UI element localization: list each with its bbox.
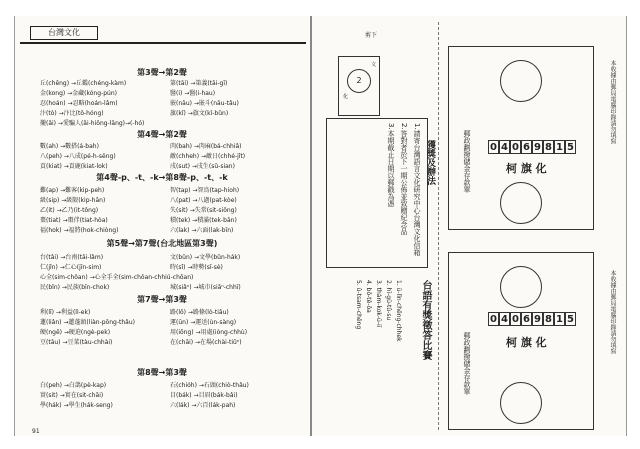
row: 難(ap) →難客(kip-peh) [40, 187, 105, 194]
account-number [488, 140, 576, 154]
row: 學(hák) →學生(hák-seng) [40, 402, 113, 409]
section-title: 第8聲→第3聲 [137, 368, 187, 377]
stamp-circle: 2 [347, 69, 371, 93]
row: 攏(ǎi) →愛騙人(ǎi-hiông-lāng)→(-hó) [40, 120, 145, 127]
question: 3. thàm-kok-ū-iī [375, 280, 382, 328]
question: 1. ū-lîn-chēng-chhek [395, 280, 402, 342]
payee-name: 柯 旗 化 [506, 162, 547, 175]
rules-line: 2.答對者於下一期公佈並致贈紀念品 [400, 123, 408, 235]
row: 戌(sut) →戌生(sǔ-sian) [170, 163, 235, 170]
stamp-circle [500, 266, 542, 308]
row: 嵌(nāu) →嵌斗(nāu-tâu) [170, 100, 239, 107]
digit: 9 [532, 140, 543, 154]
stamp-circle [500, 60, 542, 102]
row: 豆(tāu) →豆菜(tàu-chhài) [40, 339, 113, 346]
section-title: 第4聲→第2聲 [137, 130, 187, 139]
section-title: 第5聲→第7聲(台北地區第3聲) [106, 239, 218, 248]
stamp-circle [500, 382, 542, 424]
form-title: 郵政劃撥儲金存款單 [463, 130, 471, 193]
section-title: 第7聲→第3聲 [137, 295, 187, 304]
digit: 6 [521, 312, 532, 326]
clip-label: 剪下 [364, 32, 377, 39]
row: 肉(bah) →肉麻(bá-chhiâ) [170, 143, 242, 150]
row: 數(ah) →數搭(á-bah) [40, 143, 99, 150]
row: 目(bák) →目眉(bák-bâi) [170, 392, 238, 399]
rules-title: 獲獎及辦法 [425, 140, 435, 185]
digit: 0 [488, 312, 499, 326]
account-number [488, 312, 576, 326]
rules-box [326, 118, 428, 268]
masthead: 台灣文化 [30, 26, 98, 40]
digit: 8 [543, 312, 554, 326]
row: 丘(chêng) →丘鑑(chéng-kàm) [40, 80, 127, 87]
question: 4. bō-tê-ǒa [365, 280, 372, 313]
row: 失(sit) →失常(sit-siông) [170, 207, 237, 214]
row: 忍(hoán) →忍略(hoán-lâm) [40, 100, 118, 107]
row: 乙(it) →乙乃(it-tông) [40, 207, 99, 214]
digit: 0 [510, 140, 521, 154]
row: 用(iōng) →用處(iòng-chhù) [170, 329, 248, 336]
digit: 1 [554, 140, 565, 154]
row: 實(sit) →實在(sit-chāi) [40, 392, 104, 399]
row: 八(peh) →八成(pé-h-sêng) [40, 153, 116, 160]
row: 利(lī) →利益(lì-ek) [40, 309, 91, 316]
row: 在(chāi) →在場(chài-tiûⁿ) [170, 339, 242, 346]
question: 5. û-tsam-chêng [355, 280, 362, 330]
row: 棗(tiat) →棗伴(tiat-hòa) [40, 217, 108, 224]
cut-line [438, 22, 439, 430]
form-note: 本收據由郵局電腦印錄請勿填寫 [609, 270, 616, 354]
row: 八(pat) →八過(pat-kòe) [170, 197, 237, 204]
payee-name: 柯 旗 化 [506, 336, 547, 349]
row: 積(tek) →積滿(tek-bān) [170, 217, 237, 224]
stamp-char: 文 [370, 62, 376, 68]
digit: 4 [499, 312, 510, 326]
digit: 6 [521, 140, 532, 154]
digit: 0 [488, 140, 499, 154]
page-number: 91 [32, 428, 40, 435]
rules-line: 1.請寄台灣語言文化研究中心台灣文化信箱 [413, 123, 421, 256]
row: 醫(i) →醫(i-hau) [170, 90, 216, 97]
contest-title: 台語有獎徵答比賽 [420, 280, 431, 360]
row: 心全(sim-chôan) →心全手全(sim-chôan-chhiú-chôan) [40, 274, 194, 281]
row: 白(peh) →白鴿(pè-kap) [40, 382, 107, 389]
digit: 0 [510, 312, 521, 326]
row: 級(sip) →級限(kip-hān) [40, 197, 106, 204]
stamp-circle [500, 182, 542, 224]
row: 敵(chheh) →敵日(chhé-jît) [170, 153, 246, 160]
row: 路(lō) →路條(lò-tiâu) [170, 309, 229, 316]
form-note: 本收據由郵局電腦印錄請勿填寫 [609, 60, 616, 144]
section-title: 第3聲→第2聲 [137, 68, 187, 77]
rules-line: 3.本期截止日期以郵戳為憑 [387, 123, 395, 207]
row: 城(siâⁿ) →城市(siāⁿ-chhī) [170, 284, 241, 291]
row: 民(bîn) →民族(bīn-chok) [40, 284, 110, 291]
row: 六(lak) →六面(lak-bīn) [170, 227, 234, 234]
row: 文(bûn) →文學(bûn-hák) [170, 254, 241, 261]
row: 汴(tò) →汴比(tō-hóng) [40, 110, 104, 117]
row: 仁(jîn) →仁心(jīn-sim) [40, 264, 102, 271]
row: 金(kong) →金藏(kóng-pún) [40, 90, 117, 97]
header-rule [20, 42, 306, 44]
row: 硬(ngē) →硬迫(ngè-pek) [40, 329, 111, 336]
row: 福(hok) →福將(hok-chiòng) [40, 227, 119, 234]
row: 貢(kiat) →貢鹿(kiat-lok) [40, 163, 108, 170]
row: 台(tâi) →台南(tāi-lâm) [40, 254, 104, 261]
stamp-char: 化 [343, 94, 349, 100]
digit: 4 [499, 140, 510, 154]
row: 運(ūn) →運送(ùn-sàng) [170, 319, 237, 326]
row: 旗(kǐ) →旗文(kǐ-bûn) [170, 110, 229, 117]
digit: 5 [565, 140, 576, 154]
row: 時(sî) →時勢(sī-sè) [170, 264, 223, 271]
row: 第(tāi) →第義(tāi-gī) [170, 80, 228, 87]
row: 石(chióh) →石頭(chiò-thâu) [170, 382, 249, 389]
row: 蓮(liân) →蓮蓬頭(liàn-pōng-thâu) [40, 319, 135, 326]
question: 2. hī-gū-tû-su [385, 280, 392, 321]
digit: 8 [543, 140, 554, 154]
row: 智(tap) →智鳥(tap-hioh) [170, 187, 240, 194]
digit: 9 [532, 312, 543, 326]
stamp-box [338, 56, 380, 116]
digit: 1 [554, 312, 565, 326]
section-title: 第4聲-p、-t、-k→第8聲-p、-t、-k [96, 173, 228, 182]
form-title: 郵政劃撥儲金存款單 [463, 332, 471, 395]
row: 六(lák) →六百(lák-pah) [170, 402, 236, 409]
digit: 5 [565, 312, 576, 326]
